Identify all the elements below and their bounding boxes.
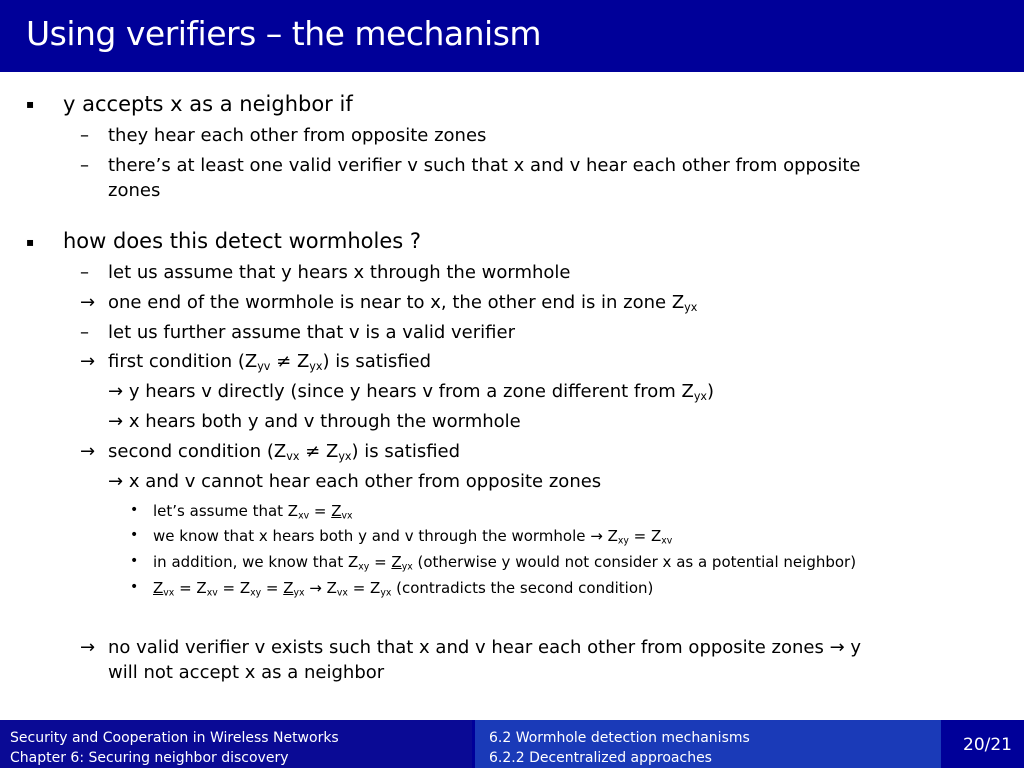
dash-bullet: – (80, 125, 89, 146)
sub-bullet-valid-verifier-assume: let us further assume that v is a valid verifier (108, 322, 515, 343)
footer (0, 720, 1024, 768)
dot-bullet: • (130, 527, 139, 543)
sub-sub-y-hears-v: → y hears v directly (since y hears v from a zone different from $Z_{yx}$) (108, 381, 715, 403)
sub-bullet-valid-verifier-cont: zones (108, 180, 161, 201)
square-bullet: ▪ (26, 97, 35, 111)
dot-bullet: • (130, 579, 139, 595)
sub-bullet-first-condition: first condition $(Z_{yv} \ne Z_{yx})$ is satisfied (108, 351, 432, 373)
sub-bullet-second-condition: second condition $(Z_{vx} \ne Z_{yx})$ is satisfied (108, 441, 461, 463)
point-in-addition: in addition, we know that $Z_{xy} = Z_{yx}$ (otherwise y would not consider x as a potential neighbor) (153, 553, 857, 573)
dash-bullet: – (80, 155, 89, 176)
arrow-bullet: → (80, 441, 96, 462)
point-x-hears-both: we know that x hears both y and v through the wormhole → $Z_{xy} = Z_{xv}$ (153, 527, 673, 547)
bullet-accepts-neighbor: y accepts x as a neighbor if (63, 92, 353, 116)
slide-title: Using verifiers – the mechanism (26, 14, 542, 53)
bullet-detect-wormholes: how does this detect wormholes ? (63, 229, 421, 253)
sub-bullet-valid-verifier: there’s at least one valid verifier v such that x and v hear each other from opposite (108, 155, 861, 176)
dot-bullet: • (130, 553, 139, 569)
sub-bullet-wormhole-end: one end of the wormhole is near to x, the other end is in zone $Z_{yx}$ (108, 292, 698, 314)
sub-sub-x-hears-both: → x hears both y and v through the wormhole (108, 411, 521, 432)
footer-course (0, 720, 472, 768)
dash-bullet: – (80, 262, 89, 283)
point-contradiction: $Z_{vx} = Z_{xv} = Z_{xy} = Z_{yx} \to Z_{vx} = Z_{yx}$ (contradicts the second condition) (153, 579, 654, 599)
conclusion-line-1: no valid verifier v exists such that x and v hear each other from opposite zones → y (108, 637, 862, 658)
dash-bullet: – (80, 322, 89, 343)
footer-chapter: Chapter 6: Securing neighbor discovery (10, 750, 289, 766)
footer-course-title: Security and Cooperation in Wireless Networks (10, 730, 339, 746)
square-bullet: ▪ (26, 235, 35, 249)
arrow-bullet: → (80, 292, 96, 313)
point-assume-zxv: let’s assume that $Z_{xv} = Z_{vx}$ (153, 502, 353, 522)
footer-section-title: 6.2 Wormhole detection mechanisms (489, 730, 750, 746)
sub-bullet-opposite-zones: they hear each other from opposite zones (108, 125, 487, 146)
arrow-bullet: → (80, 351, 96, 372)
sub-bullet-assume-wormhole: let us assume that y hears x through the wormhole (108, 262, 571, 283)
arrow-bullet: → (80, 637, 96, 658)
sub-sub-cannot-hear: → x and v cannot hear each other from opposite zones (108, 471, 602, 492)
footer-section (475, 720, 941, 768)
dot-bullet: • (130, 502, 139, 518)
conclusion-line-2: will not accept x as a neighbor (108, 662, 385, 683)
page-number: 20/21 (944, 720, 1024, 768)
footer-subsection: 6.2.2 Decentralized approaches (489, 750, 712, 766)
